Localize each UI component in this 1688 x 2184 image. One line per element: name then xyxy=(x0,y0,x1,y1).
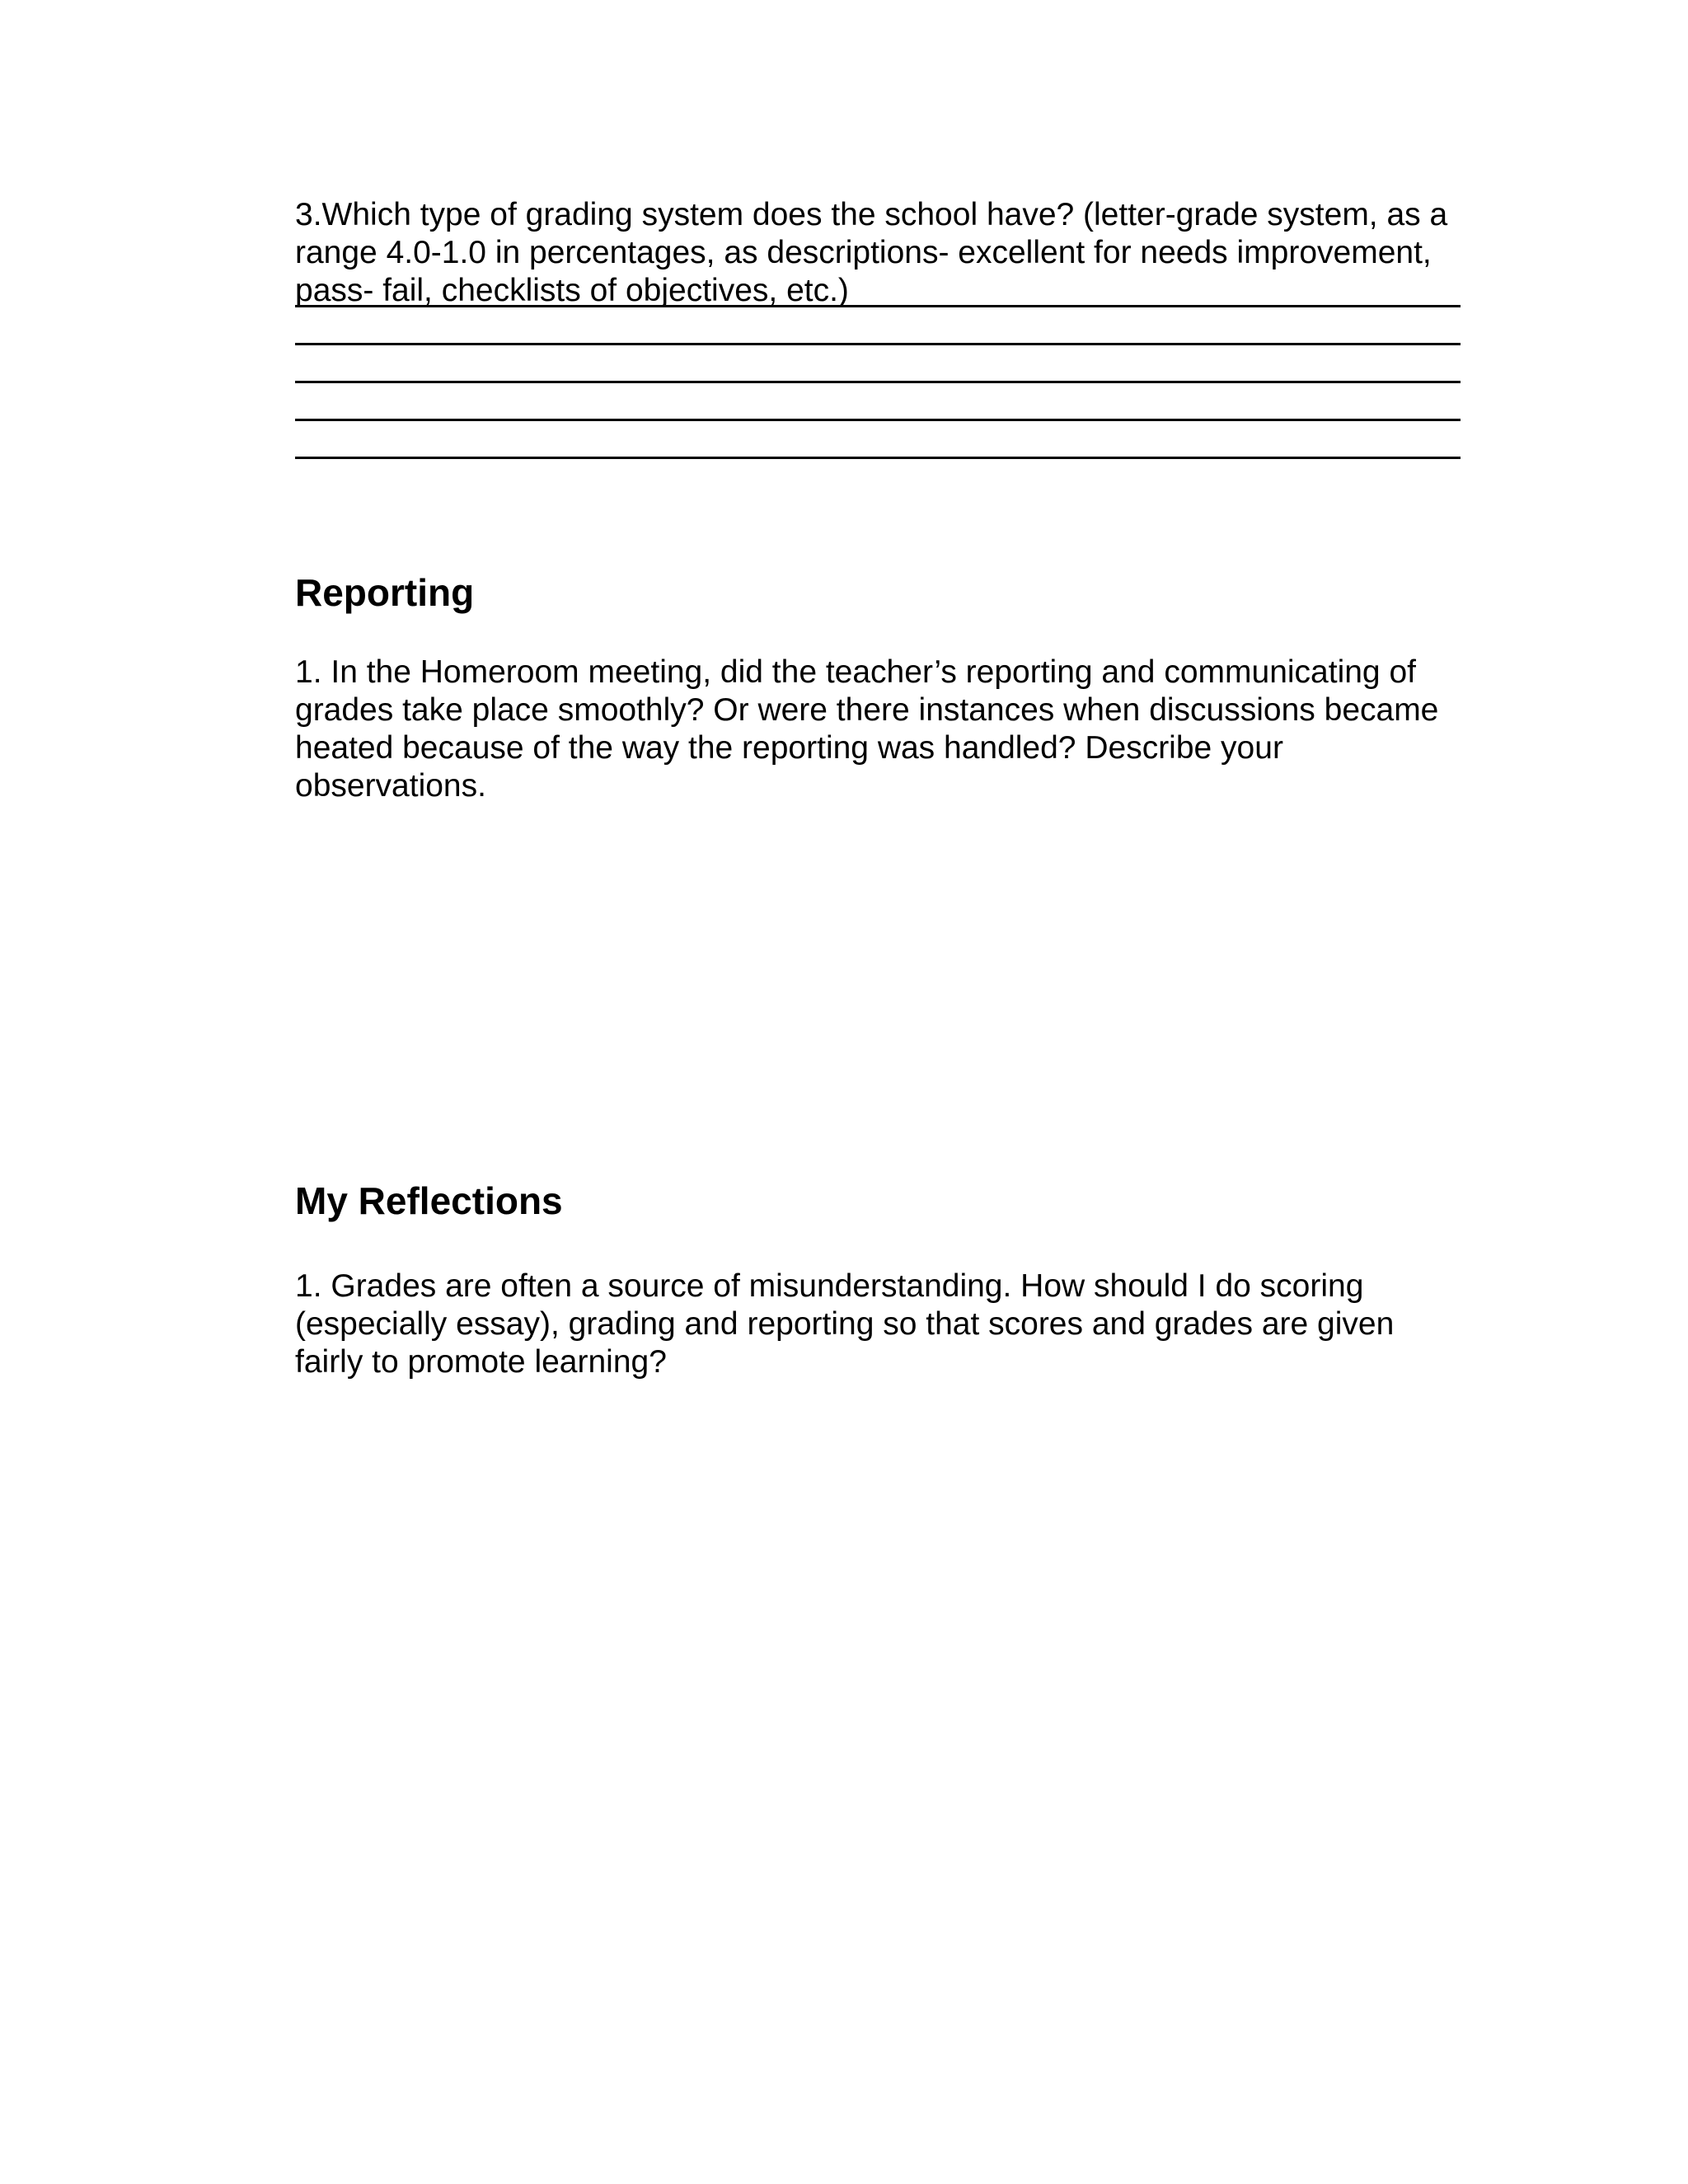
answer-line xyxy=(295,419,1461,421)
reporting-heading: Reporting xyxy=(295,571,475,614)
reflections-question-1-text: 1. Grades are often a source of misunderstanding. How should I do scoring (especially essay), grading and reporting so that scores and grades are given fairly to promote learning? xyxy=(295,1268,1395,1380)
answer-line xyxy=(295,457,1461,459)
reflections-heading: My Reflections xyxy=(295,1179,563,1222)
answer-lines xyxy=(295,305,1461,494)
question-3-text: 3.Which type of grading system does the school have? (letter-grade system, as a range 4.0-1.0 in percentages, as descriptions- excellent for needs improvement, pass- fail, checklists of objectives, etc.) xyxy=(295,197,1448,308)
answer-line xyxy=(295,381,1461,383)
reporting-question-1-text: 1. In the Homeroom meeting, did the teacher’s reporting and communicating of grades take place smoothly? Or were there instances when discussions became heated because of the way the reporting was handled? Describe your observations. xyxy=(295,654,1439,804)
answer-line xyxy=(295,343,1461,345)
answer-line xyxy=(295,305,1461,307)
